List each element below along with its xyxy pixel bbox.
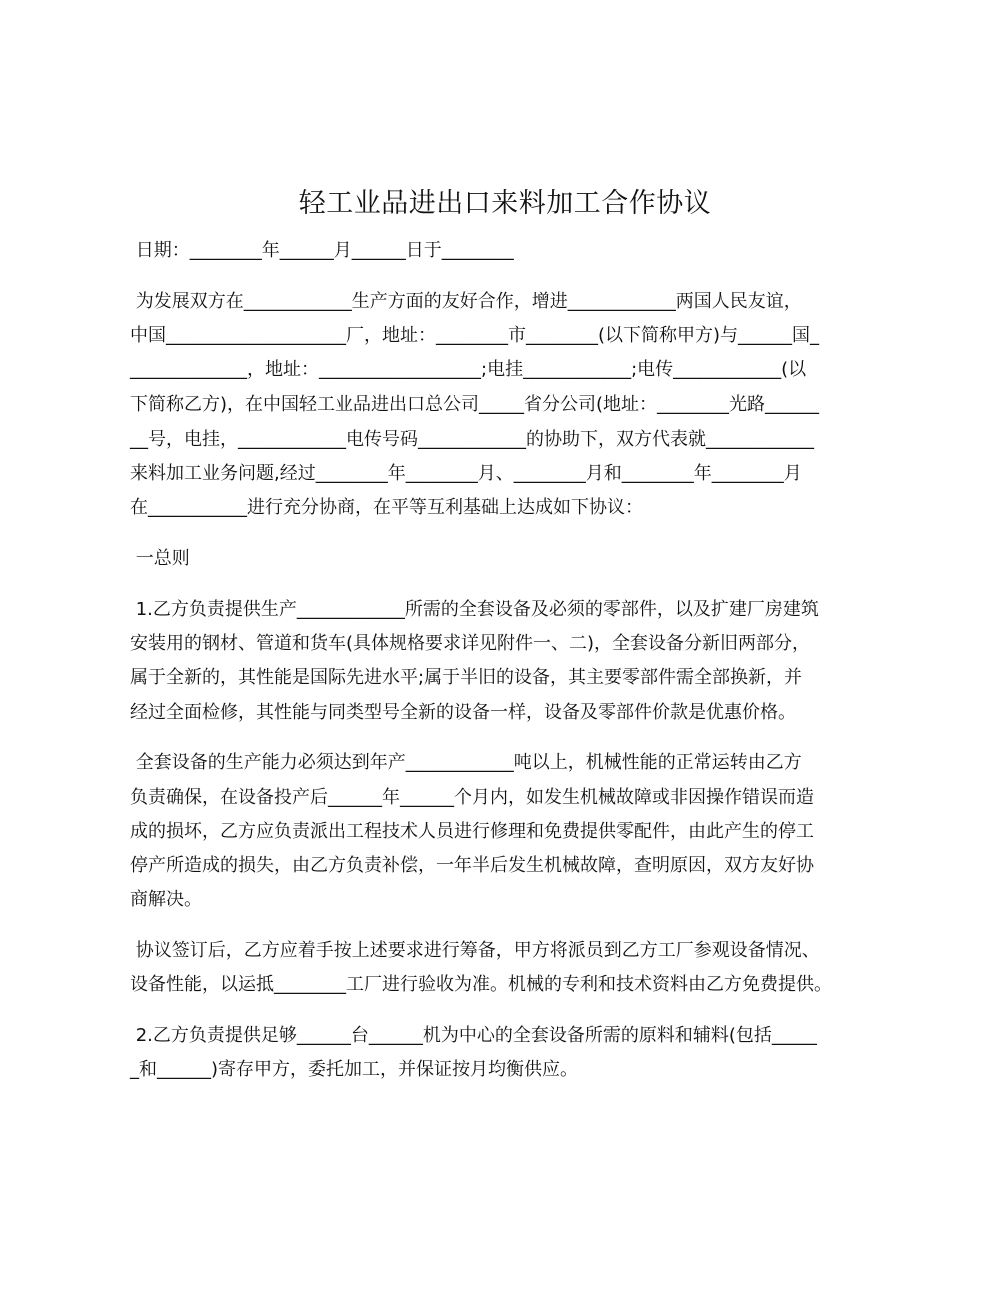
preamble-line: 下简称乙方)，在中国轻工业品进出口总公司_____省分公司(地址：________光路______ bbox=[130, 394, 820, 415]
preamble-line: 为发展双方在____________生产方面的友好合作，增进____________两国人民友谊， bbox=[130, 291, 802, 312]
section-heading: 一总则 bbox=[130, 548, 190, 569]
preamble-line: 来料加工业务问题,经过________年________月、________月和________年________月 bbox=[130, 463, 802, 484]
preamble-line: _____________，地址：__________________;电挂____________;电传____________(以 bbox=[130, 359, 807, 380]
preamble-line: 在___________进行充分协商，在平等互利基础上达成如下协议： bbox=[130, 497, 643, 518]
clause-1-line: 1.乙方负责提供生产____________所需的全套设备及必须的零部件，以及扩建厂房建筑 bbox=[130, 599, 819, 620]
capacity-line: 商解决。 bbox=[130, 889, 202, 910]
clause-1-line: 属于全新的，其性能是国际先进水平;属于半旧的设备，其主要零部件需全部换新，并 bbox=[130, 667, 803, 688]
capacity-line: 全套设备的生产能力必须达到年产____________吨以上，机械性能的正常运转由乙方 bbox=[130, 752, 802, 773]
preparation-line: 协议签订后，乙方应着手按上述要求进行筹备，甲方将派员到乙方工厂参观设备情况、 bbox=[130, 940, 820, 961]
preamble-line: __号，电挂，____________电传号码____________的协助下，双方代表就____________ bbox=[130, 429, 814, 450]
clause-1-line: 安装用的钢材、管道和货车(具体规格要求详见附件一、二)，全套设备分新旧两部分， bbox=[130, 633, 811, 654]
capacity-line: 负责确保，在设备投产后______年______个月内，如发生机械故障或非因操作错误而造 bbox=[130, 787, 814, 808]
preparation-line: 设备性能，以运抵________工厂进行验收为准。机械的专利和技术资料由乙方免费提供。 bbox=[130, 974, 832, 995]
date-line: 日期：________年______月______日于________ bbox=[130, 240, 514, 261]
preamble-line: 中国____________________厂，地址：________市________(以下简称甲方)与______国_ bbox=[130, 325, 820, 346]
capacity-line: 停产所造成的损失，由乙方负责补偿，一年半后发生机械故障，查明原因，双方友好协 bbox=[130, 855, 814, 876]
clause-2-line: 2.乙方负责提供足够______台______机为中心的全套设备所需的原料和辅料(包括_____ bbox=[130, 1025, 817, 1046]
clause-1-line: 经过全面检修，其性能与同类型号全新的设备一样，设备及零部件价款是优惠价格。 bbox=[130, 702, 796, 723]
document-title: 轻工业品进出口来料加工合作协议 bbox=[298, 188, 712, 219]
capacity-line: 成的损坏，乙方应负责派出工程技术人员进行修理和免费提供零配件，由此产生的停工 bbox=[130, 821, 814, 842]
clause-2-line: _和______)寄存甲方，委托加工，并保证按月均衡供应。 bbox=[130, 1059, 579, 1080]
